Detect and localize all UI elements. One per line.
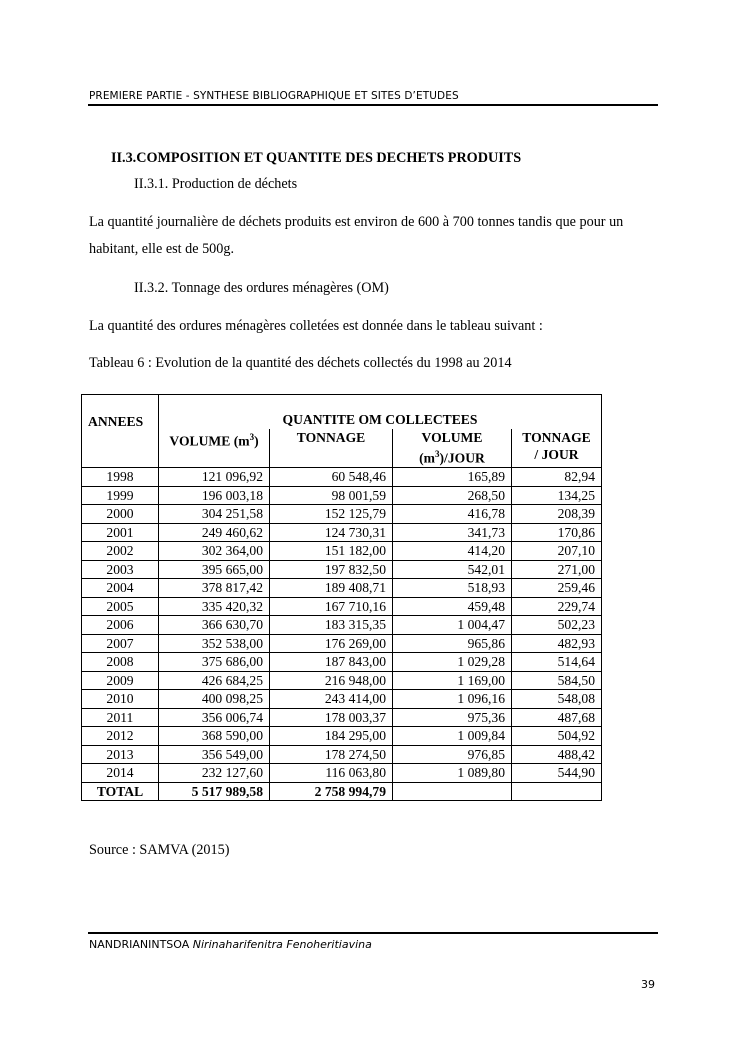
total-volume-per-day bbox=[393, 782, 512, 801]
volume-per-day-cell: 975,36 bbox=[393, 708, 512, 727]
tonnage-per-day-cell: 207,10 bbox=[512, 542, 602, 561]
volume-per-day-cell: 459,48 bbox=[393, 597, 512, 616]
year-cell: 2007 bbox=[82, 634, 159, 653]
year-cell: 2001 bbox=[82, 523, 159, 542]
table-body bbox=[82, 468, 602, 783]
tonnage-cell: 176 269,00 bbox=[270, 634, 393, 653]
volume-per-day-cell: 1 029,28 bbox=[393, 653, 512, 672]
volume-per-day-cell: 414,20 bbox=[393, 542, 512, 561]
subsection-title-2: II.3.2. Tonnage des ordures ménagères (OM) bbox=[134, 280, 389, 296]
table-row bbox=[82, 542, 602, 561]
tonnage-cell: 243 414,00 bbox=[270, 690, 393, 709]
total-volume: 5 517 989,58 bbox=[159, 782, 270, 801]
tonnage-cell: 183 315,35 bbox=[270, 616, 393, 635]
table-row bbox=[82, 634, 602, 653]
total-label: TOTAL bbox=[82, 782, 159, 801]
year-cell: 2013 bbox=[82, 745, 159, 764]
volume-per-day-cell: 416,78 bbox=[393, 505, 512, 524]
year-cell: 2003 bbox=[82, 560, 159, 579]
volume-per-day-cell: 1 009,84 bbox=[393, 727, 512, 746]
volume-cell: 249 460,62 bbox=[159, 523, 270, 542]
year-cell: 2004 bbox=[82, 579, 159, 598]
paragraph-1-line-2: habitant, elle est de 500g. bbox=[89, 241, 234, 257]
tonnage-per-day-cell: 488,42 bbox=[512, 745, 602, 764]
tonnage-cell: 167 710,16 bbox=[270, 597, 393, 616]
year-cell: 2012 bbox=[82, 727, 159, 746]
table-header-row-1 bbox=[82, 395, 602, 429]
paragraph-2: La quantité des ordures ménagères colletées est donnée dans le tableau suivant : bbox=[89, 318, 543, 334]
tonnage-per-day-cell: 502,23 bbox=[512, 616, 602, 635]
tonnage-per-day-cell: 229,74 bbox=[512, 597, 602, 616]
tonnage-per-day-cell: 208,39 bbox=[512, 505, 602, 524]
table-header-row-2 bbox=[82, 429, 602, 468]
volume-cell: 302 364,00 bbox=[159, 542, 270, 561]
volume-cell: 304 251,58 bbox=[159, 505, 270, 524]
volume-per-day-cell: 965,86 bbox=[393, 634, 512, 653]
header-tonnage-per-day: TONNAGE / JOUR bbox=[512, 429, 602, 468]
tonnage-per-day-cell: 259,46 bbox=[512, 579, 602, 598]
year-cell: 2010 bbox=[82, 690, 159, 709]
volume-per-day-cell: 1 089,80 bbox=[393, 764, 512, 783]
source-note: Source : SAMVA (2015) bbox=[89, 842, 230, 858]
table-row bbox=[82, 671, 602, 690]
footer-author: NANDRIANINTSOA Nirinaharifenitra Fenoheritiavina bbox=[89, 938, 372, 951]
tonnage-per-day-cell: 548,08 bbox=[512, 690, 602, 709]
volume-per-day-cell: 165,89 bbox=[393, 468, 512, 487]
volume-per-day-cell: 1 169,00 bbox=[393, 671, 512, 690]
table-row bbox=[82, 468, 602, 487]
footer-divider bbox=[88, 932, 658, 934]
tonnage-cell: 178 274,50 bbox=[270, 745, 393, 764]
volume-cell: 366 630,70 bbox=[159, 616, 270, 635]
year-cell: 1998 bbox=[82, 468, 159, 487]
tonnage-per-day-cell: 584,50 bbox=[512, 671, 602, 690]
volume-cell: 426 684,25 bbox=[159, 671, 270, 690]
volume-cell: 356 549,00 bbox=[159, 745, 270, 764]
year-cell: 2008 bbox=[82, 653, 159, 672]
tonnage-per-day-cell: 487,68 bbox=[512, 708, 602, 727]
table-row bbox=[82, 560, 602, 579]
header-years: ANNEES bbox=[82, 395, 159, 468]
volume-cell: 335 420,32 bbox=[159, 597, 270, 616]
volume-per-day-cell: 976,85 bbox=[393, 745, 512, 764]
tonnage-per-day-cell: 271,00 bbox=[512, 560, 602, 579]
tonnage-per-day-cell: 170,86 bbox=[512, 523, 602, 542]
table-row bbox=[82, 653, 602, 672]
page-number: 39 bbox=[641, 978, 655, 991]
table-caption: Tableau 6 : Evolution de la quantité des déchets collectés du 1998 au 2014 bbox=[89, 355, 512, 371]
tonnage-cell: 60 548,46 bbox=[270, 468, 393, 487]
volume-per-day-cell: 1 004,47 bbox=[393, 616, 512, 635]
tonnage-per-day-cell: 482,93 bbox=[512, 634, 602, 653]
tonnage-cell: 187 843,00 bbox=[270, 653, 393, 672]
table-row bbox=[82, 727, 602, 746]
year-cell: 2000 bbox=[82, 505, 159, 524]
year-cell: 2002 bbox=[82, 542, 159, 561]
year-cell: 2011 bbox=[82, 708, 159, 727]
year-cell: 2005 bbox=[82, 597, 159, 616]
volume-cell: 232 127,60 bbox=[159, 764, 270, 783]
volume-cell: 121 096,92 bbox=[159, 468, 270, 487]
table-row bbox=[82, 745, 602, 764]
tonnage-cell: 216 948,00 bbox=[270, 671, 393, 690]
volume-cell: 378 817,42 bbox=[159, 579, 270, 598]
tonnage-cell: 184 295,00 bbox=[270, 727, 393, 746]
header-tonnage: TONNAGE bbox=[270, 429, 393, 468]
paragraph-1-line-1: La quantité journalière de déchets produits est environ de 600 à 700 tonnes tandis que pour un bbox=[89, 214, 624, 230]
tonnage-cell: 178 003,37 bbox=[270, 708, 393, 727]
tonnage-per-day-cell: 504,92 bbox=[512, 727, 602, 746]
section-title: II.3.COMPOSITION ET QUANTITE DES DECHETS PRODUITS bbox=[111, 150, 522, 166]
tonnage-cell: 124 730,31 bbox=[270, 523, 393, 542]
volume-per-day-cell: 341,73 bbox=[393, 523, 512, 542]
volume-cell: 196 003,18 bbox=[159, 486, 270, 505]
table-row bbox=[82, 708, 602, 727]
running-header: PREMIERE PARTIE - SYNTHESE BIBLIOGRAPHIQUE ET SITES D’ETUDES bbox=[89, 90, 459, 102]
year-cell: 2006 bbox=[82, 616, 159, 635]
tonnage-per-day-cell: 544,90 bbox=[512, 764, 602, 783]
volume-cell: 356 006,74 bbox=[159, 708, 270, 727]
header-volume: VOLUME $(m^3)$ bbox=[159, 429, 270, 468]
table-row bbox=[82, 616, 602, 635]
table-row bbox=[82, 505, 602, 524]
volume-cell: 352 538,00 bbox=[159, 634, 270, 653]
table-row bbox=[82, 486, 602, 505]
tonnage-per-day-cell: 134,25 bbox=[512, 486, 602, 505]
table-row bbox=[82, 579, 602, 598]
volume-per-day-cell: 1 096,16 bbox=[393, 690, 512, 709]
year-cell: 2014 bbox=[82, 764, 159, 783]
volume-per-day-cell: 542,01 bbox=[393, 560, 512, 579]
tonnage-cell: 98 001,59 bbox=[270, 486, 393, 505]
tonnage-cell: 197 832,50 bbox=[270, 560, 393, 579]
volume-cell: 400 098,25 bbox=[159, 690, 270, 709]
subsection-title-1: II.3.1. Production de déchets bbox=[134, 176, 298, 192]
table-total-row bbox=[82, 782, 602, 801]
volume-cell: 368 590,00 bbox=[159, 727, 270, 746]
tonnage-per-day-cell: 514,64 bbox=[512, 653, 602, 672]
table-row bbox=[82, 764, 602, 783]
volume-per-day-cell: 268,50 bbox=[393, 486, 512, 505]
header-volume-per-day: VOLUME $(m^3)$/JOUR bbox=[393, 429, 512, 468]
waste-collection-table bbox=[81, 394, 602, 801]
tonnage-cell: 189 408,71 bbox=[270, 579, 393, 598]
header-divider bbox=[88, 104, 658, 106]
year-cell: 2009 bbox=[82, 671, 159, 690]
tonnage-cell: 151 182,00 bbox=[270, 542, 393, 561]
table-row bbox=[82, 597, 602, 616]
tonnage-per-day-cell: 82,94 bbox=[512, 468, 602, 487]
total-tonnage-per-day bbox=[512, 782, 602, 801]
volume-per-day-cell: 518,93 bbox=[393, 579, 512, 598]
tonnage-cell: 152 125,79 bbox=[270, 505, 393, 524]
header-collected-quantity: QUANTITE OM COLLECTEES bbox=[159, 395, 602, 429]
table-row bbox=[82, 690, 602, 709]
table-row bbox=[82, 523, 602, 542]
volume-cell: 375 686,00 bbox=[159, 653, 270, 672]
volume-cell: 395 665,00 bbox=[159, 560, 270, 579]
tonnage-cell: 116 063,80 bbox=[270, 764, 393, 783]
total-tonnage: 2 758 994,79 bbox=[270, 782, 393, 801]
year-cell: 1999 bbox=[82, 486, 159, 505]
